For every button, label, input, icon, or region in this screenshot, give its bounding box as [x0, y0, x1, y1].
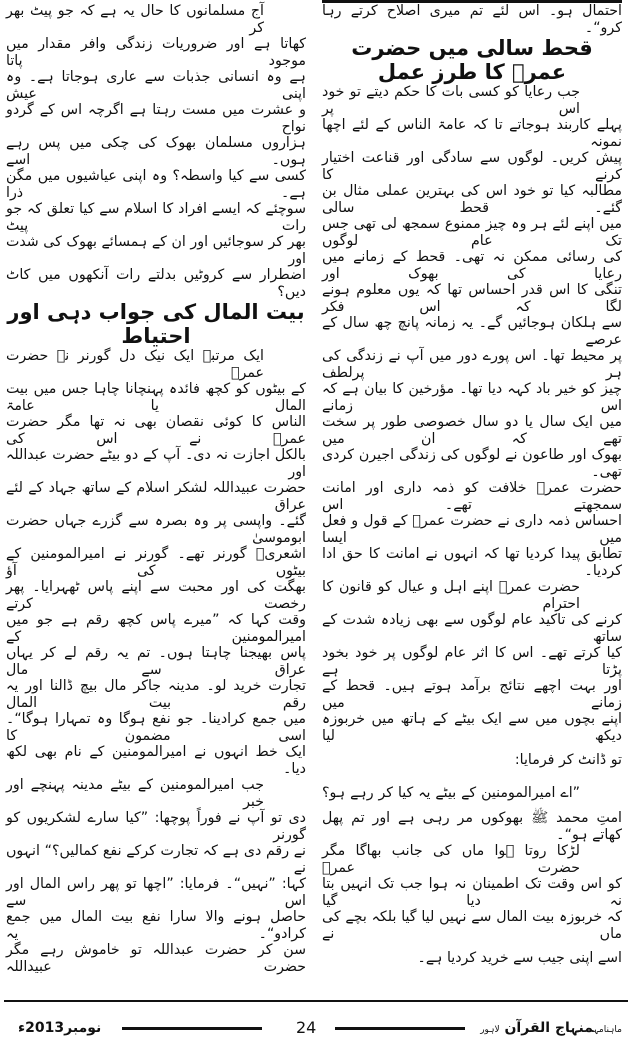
text-line: جب امیرالمومنین کے بیٹے مدینہ پہنچے اور خبر [6, 777, 264, 810]
section-heading-row [6, 300, 306, 348]
magazine-prefix: ماہنامہ [593, 1025, 622, 1035]
text-line: بھر کر سوجائیں اور ان کے ہمسائے بھوک کی شدت اور [6, 234, 306, 267]
text-line: ایک خط انہوں نے امیرالمومنین کے نام بھی لکھ دیا۔ [6, 744, 306, 777]
text-line-row [6, 201, 306, 234]
text-line: سوچئے کہ ایسے افراد کا اسلام سے کیا تعلق کہ جو رات پیٹ [6, 201, 306, 234]
magazine-title [480, 1015, 622, 1041]
text-line: احتمال ہو۔ اس لئے تم میری اصلاح کرتے رہا کرو“۔ [322, 3, 622, 36]
left-column [6, 0, 306, 975]
text-line-row [6, 546, 306, 579]
text-line-row [6, 480, 306, 513]
text-line-row [322, 579, 622, 612]
text-line-row [322, 480, 622, 513]
text-line-row [322, 315, 622, 348]
text-line-row [6, 678, 306, 711]
text-line-row [322, 447, 622, 480]
text-line: پاس بھیجنا چاہتا ہوں۔ تم یہ رقم لے کر یہاں عراق سے مال [6, 645, 306, 678]
text-line-row [6, 645, 306, 678]
text-line-row [6, 3, 306, 36]
text-line-row [322, 117, 622, 150]
text-line: کیا کرتے تھے۔ اس کا اثر عام لوگوں پر خود بخود پڑتا ہے [322, 645, 622, 678]
text-line: احساس ذمہ داری نے حضرت عمرؓ کے قول و فعل میں ایسا [322, 513, 622, 546]
text-line-row [322, 744, 622, 777]
text-line-row [6, 447, 306, 480]
text-line: ”اے امیرالمومنین کے بیٹے یہ کیا کر رہے ہو؟ [322, 785, 580, 802]
paragraph [322, 3, 622, 36]
text-line-row [6, 234, 306, 267]
text-line: تجارت خرید لو۔ مدینہ جاکر مال بیچ ڈالنا اور یہ رقم بیت المال [6, 678, 306, 711]
text-line: پر محیط تھا۔ اس پورے دور میں آپ نے زندگی کی ہر پرلطف [322, 348, 622, 381]
text-line-row [6, 810, 306, 843]
text-line: ایک مرتبہ ایک نیک دل گورنر نے حضرت عمرؓ [6, 348, 264, 381]
text-line-row [322, 876, 622, 909]
text-line-row [322, 612, 622, 645]
text-line-row [6, 744, 306, 777]
text-line-row [322, 348, 622, 381]
text-line: حضرت عبیداللہ لشکر اسلام کے ساتھ جہاد کے لئے عراق [6, 480, 306, 513]
text-line-row [322, 843, 622, 876]
text-line: بھگت کی اور محبت سے اپنے پاس ٹھہرایا۔ پھر رخصت کرتے [6, 579, 306, 612]
text-line: بالکل اجازت نہ دی۔ آپ کے دو بیٹے حضرت عبداللہ اور [6, 447, 306, 480]
text-line: کہ خربوزہ بیت المال سے نہیں لیا گیا بلکہ بچے کی ماں نے [322, 909, 622, 942]
text-line: لڑکا روتا ہوا ماں کی جانب بھاگا مگر حضرت عمرؓ [322, 843, 580, 876]
text-line: اضطرار سے کروٹیں بدلتے رات آنکھوں میں کاٹ دیں؟ [6, 267, 306, 300]
text-line: امتِ محمد ﷺ بھوکوں مر رہی ہے اور تم پھل کھاتے ہو“۔ [322, 810, 622, 843]
text-line: کسی سے کیا واسطہ؟ وہ اپنی عیاشیوں میں مگن ہے۔ ذرا [6, 168, 306, 201]
text-line-row [322, 282, 622, 315]
text-line: حاصل ہونے والا سارا نفع بیت المال میں جمع کرادو“۔ یہ [6, 909, 306, 942]
text-line: اور بہت اچھے نتائج برآمد ہوتے ہیں۔ قحط کے زمانے میں [322, 678, 622, 711]
paragraph [322, 84, 622, 579]
text-line: نے رقم دی ہے کہ تجارت کرکے نفع کمالیں؟“ انہوں نے [6, 843, 306, 876]
text-line-row [322, 150, 622, 183]
paragraph [6, 348, 306, 777]
text-line-row [322, 645, 622, 678]
text-line: تنگی کا اس قدر احساس تھا کہ یوں معلوم ہونے لگا کہ اس فکر [322, 282, 622, 315]
issue-date: نومبر2013ء [18, 1020, 102, 1036]
text-line: سے ہلکان ہوجائیں گے۔ یہ زمانہ پانچ چھ سال کے عرصے [322, 315, 622, 348]
section-heading-row [322, 36, 622, 84]
paragraph [322, 843, 622, 975]
text-line-row [6, 36, 306, 69]
paragraph [6, 777, 306, 975]
text-line-row [6, 69, 306, 102]
text-line: دی تو آپ نے فوراً پوچھا: ”کیا سارے لشکریوں کو گورنر [6, 810, 306, 843]
text-line: حضرت عمرؓ خلافت کو ذمہ داری اور امانت سمجھتے تھے۔ اس [322, 480, 622, 513]
text-line: میں جمع کرادینا۔ جو نفع ہوگا وہ تمہارا ہوگا“۔ اسی مضمون کا [6, 711, 306, 744]
paragraph [6, 3, 306, 300]
text-line: اشعریؓ گورنر تھے۔ گورنر نے امیرالمومنین کے بیٹوں کی آؤ [6, 546, 306, 579]
text-line: و عشرت میں مست رہتا ہے اگرچہ اس کے گردو نواح [6, 102, 306, 135]
text-line-row [6, 909, 306, 942]
text-line: میں اپنے لئے ہر وہ چیز ممنوع سمجھ لی تھی جس تک عام لوگوں [322, 216, 622, 249]
text-line-row [322, 183, 622, 216]
text-line: چیز کو خیر باد کہہ دیا تھا۔ مؤرخین کا بیان ہے کہ اس زمانے [322, 381, 622, 414]
text-line: کرنے کی تاکید عام لوگوں سے بھی زیادہ شدت کے ساتھ [322, 612, 622, 645]
text-line-row [6, 168, 306, 201]
section-heading: بیت المال کی جواب دہی اور احتیاط [7, 300, 305, 348]
text-line: اسے اپنی جیب سے خرید کردیا ہے۔ [417, 950, 622, 967]
footer-line-left [122, 1027, 262, 1030]
paragraph [322, 579, 622, 777]
text-line-row [6, 711, 306, 744]
text-line: سن کر حضرت عبداللہ تو خاموش رہے مگر حضرت عبیداللہ [6, 942, 306, 975]
text-line: کھاتا ہے اور ضروریات زندگی وافر مقدار میں موجود پاتا [6, 36, 306, 69]
text-line: تطابق پیدا کردیا تھا کہ انہوں نے امانت کا حق ادا کردیا۔ [322, 546, 622, 579]
text-line: میں ایک سال یا دو سال خصوصی طور پر سخت تھے کہ ان میں [322, 414, 622, 447]
text-line-row [6, 942, 306, 975]
text-line-row [322, 909, 622, 942]
right-column [322, 0, 622, 975]
text-line: کہا: ”نہیں“۔ فرمایا: ”اچھا تو پھر راس المال اور اس سے [6, 876, 306, 909]
text-line-row [322, 546, 622, 579]
section-heading: قحط سالی میں حضرت عمرؓ کا طرز عمل [351, 36, 593, 84]
footer-divider [4, 1000, 628, 1002]
text-line: کو اس وقت تک اطمینان نہ ہوا جب تک انہیں بتا نہ دیا گیا [322, 876, 622, 909]
text-line: آج مسلمانوں کا حال یہ ہے کہ جو پیٹ بھر کر [6, 3, 264, 36]
text-line-row [322, 3, 622, 36]
text-line-row [322, 249, 622, 282]
text-line-row [6, 579, 306, 612]
text-line-row [6, 348, 306, 381]
text-line-row [322, 810, 622, 843]
text-line: ہزاروں مسلمان بھوک کی چکی میں پس رہے ہوں۔ اسے [6, 135, 306, 168]
text-line: کے بیٹوں کو کچھ فائدہ پہنچانا چاہا جس میں بیت المال یا عامۃ [6, 381, 306, 414]
text-line-row [6, 102, 306, 135]
page-number: 24 [296, 1018, 317, 1037]
text-line-row [6, 135, 306, 168]
text-line-row [6, 843, 306, 876]
text-line: مطالبہ کیا تو خود اس کی بہترین عملی مثال بن گئے۔ قحط سالی [322, 183, 622, 216]
text-line-row [6, 612, 306, 645]
text-line: ہے وہ انسانی جذبات سے عاری ہوجاتا ہے۔ وہ اپنی عیش [6, 69, 306, 102]
text-line-row [6, 876, 306, 909]
text-line: پہلے کاربند ہوجاتے تا کہ عامۃ الناس کے لئے اچھا نمونہ [322, 117, 622, 150]
text-line-row [322, 711, 622, 744]
text-line-row [322, 414, 622, 447]
text-line-row [322, 381, 622, 414]
text-line: وقت کہا کہ ”میرے پاس کچھ رقم ہے جو میں امیرالمومنین کے [6, 612, 306, 645]
text-line-row [322, 942, 622, 975]
paragraph [322, 777, 622, 843]
text-line: اپنے بچوں میں سے ایک بیٹے کے ہاتھ میں خربوزہ دیکھ لیا [322, 711, 622, 744]
text-line-row [322, 216, 622, 249]
text-line-row [6, 513, 306, 546]
text-line: الناس کا کوئی نقصان بھی نہ تھا مگر حضرت عمرؓ نے اس کی [6, 414, 306, 447]
magazine-name: منہاج القرآن [504, 1020, 594, 1036]
text-line: بھوک اور طاعون نے لوگوں کی زندگی اجیرن کردی تھی۔ [322, 447, 622, 480]
text-line: جب رعایا کو کسی بات کا حکم دیتے تو خود اس پر [322, 84, 580, 117]
text-line: کی رسائی ممکن نہ تھی۔ قحط کے زمانے میں رعایا کی بھوک اور [322, 249, 622, 282]
text-line-row [322, 777, 622, 810]
text-line: تو ڈانٹ کر فرمایا: [514, 752, 622, 769]
text-line-row [6, 381, 306, 414]
text-line-row [6, 414, 306, 447]
text-line-row [6, 777, 306, 810]
footer-line-right [335, 1027, 465, 1030]
text-line-row [322, 678, 622, 711]
magazine-city: لاہور [480, 1025, 500, 1035]
text-line: گئے۔ واپسی پر وہ بصرہ سے گزرے جہاں حضرت ابوموسیٰ [6, 513, 306, 546]
text-line-row [322, 84, 622, 117]
text-line: پیش کریں۔ لوگوں سے سادگی اور قناعت اختیار کرنے کا [322, 150, 622, 183]
text-line: حضرت عمرؓ اپنے اہل و عیال کو قانون کا احترام [322, 579, 580, 612]
text-line-row [6, 267, 306, 300]
text-line-row [322, 513, 622, 546]
